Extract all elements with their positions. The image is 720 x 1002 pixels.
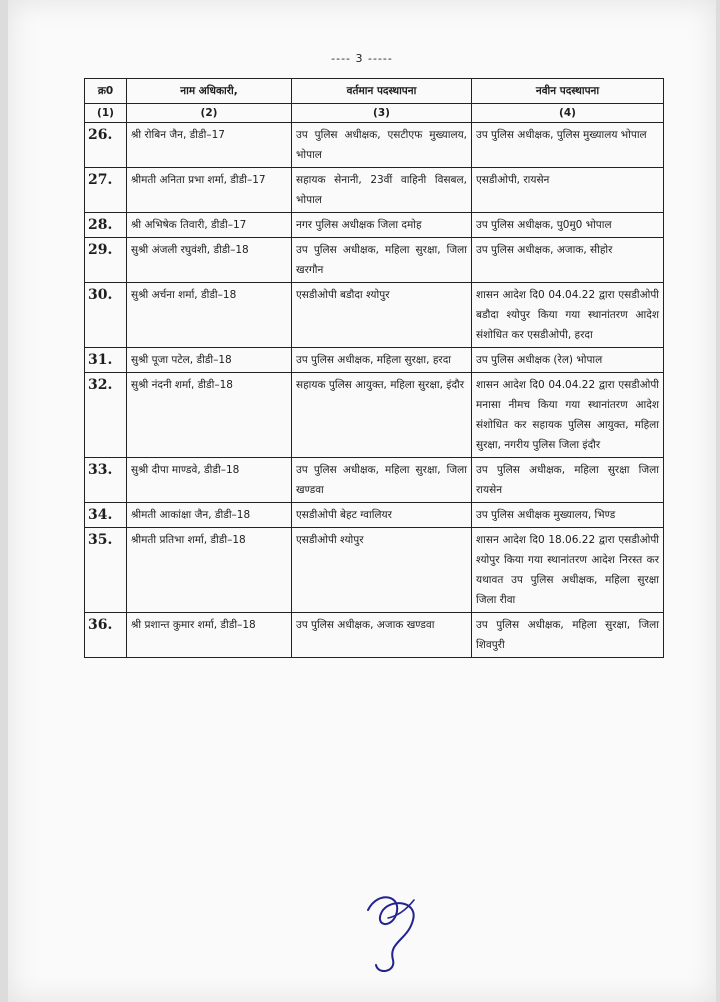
- officer-name: श्री प्रशान्त कुमार शर्मा, डीडी–18: [127, 613, 292, 658]
- current-posting: सहायक सेनानी, 23वीं वाहिनी विसबल, भोपाल: [292, 168, 472, 213]
- serial-number: 32.: [85, 373, 127, 458]
- table-row: [85, 168, 664, 213]
- table-row: [85, 373, 664, 458]
- current-posting: एसडीओपी बेहट ग्वालियर: [292, 503, 472, 528]
- serial-number: 26.: [85, 123, 127, 168]
- serial-number: 28.: [85, 213, 127, 238]
- officer-name: सुश्री नंदनी शर्मा, डीडी–18: [127, 373, 292, 458]
- serial-number: 35.: [85, 528, 127, 613]
- table-row: [85, 123, 664, 168]
- officer-name: श्रीमती अनिता प्रभा शर्मा, डीडी–17: [127, 168, 292, 213]
- serial-number: 36.: [85, 613, 127, 658]
- current-posting: उप पुलिस अधीक्षक, महिला सुरक्षा, हरदा: [292, 348, 472, 373]
- column-index: (2): [127, 104, 292, 123]
- header-current-posting: वर्तमान पदस्थापना: [292, 79, 472, 104]
- new-posting: शासन आदेश दि0 04.04.22 द्वारा एसडीओपी मनासा नीमच किया गया स्थानांतरण आदेश संशोधित कर सहायक पुलिस आयुक्त, महिला सुरक्षा, नगरीय पुलिस जिला इंदौर: [472, 373, 664, 458]
- new-posting: उप पुलिस अधीक्षक, अजाक, सीहोर: [472, 238, 664, 283]
- table-row: [85, 283, 664, 348]
- page-number: ---- 3 -----: [331, 52, 393, 65]
- current-posting: एसडीओपी बडौदा श्योपुर: [292, 283, 472, 348]
- current-posting: उप पुलिस अधीक्षक, महिला सुरक्षा, जिला खण्डवा: [292, 458, 472, 503]
- officer-name: सुश्री अर्चना शर्मा, डीडी–18: [127, 283, 292, 348]
- officer-name: सुश्री अंजली रघुवंशी, डीडी–18: [127, 238, 292, 283]
- officer-name: श्रीमती प्रतिभा शर्मा, डीडी–18: [127, 528, 292, 613]
- officer-name: सुश्री पूजा पटेल, डीडी–18: [127, 348, 292, 373]
- officer-name: श्री रोबिन जैन, डीडी–17: [127, 123, 292, 168]
- serial-number: 34.: [85, 503, 127, 528]
- serial-number: 29.: [85, 238, 127, 283]
- header-officer-name: नाम अधिकारी,: [127, 79, 292, 104]
- header-new-posting: नवीन पदस्थापना: [472, 79, 664, 104]
- table-row: [85, 613, 664, 658]
- new-posting: शासन आदेश दि0 04.04.22 द्वारा एसडीओपी बडौदा श्योपुर किया गया स्थानांतरण आदेश संशोधित कर एसडीओपी, हरदा: [472, 283, 664, 348]
- current-posting: उप पुलिस अधीक्षक, अजाक खण्डवा: [292, 613, 472, 658]
- table-row: [85, 348, 664, 373]
- new-posting: उप पुलिस अधीक्षक, पुलिस मुख्यालय भोपाल: [472, 123, 664, 168]
- officer-name: श्री अभिषेक तिवारी, डीडी–17: [127, 213, 292, 238]
- serial-number: 33.: [85, 458, 127, 503]
- serial-number: 27.: [85, 168, 127, 213]
- current-posting: नगर पुलिस अधीक्षक जिला दमोह: [292, 213, 472, 238]
- transfer-table: [84, 78, 664, 658]
- serial-number: 30.: [85, 283, 127, 348]
- serial-number: 31.: [85, 348, 127, 373]
- table-row: [85, 458, 664, 503]
- new-posting: शासन आदेश दि0 18.06.22 द्वारा एसडीओपी श्योपुर किया गया स्थानांतरण आदेश निरस्त कर यथावत उप पुलिस अधीक्षक, महिला सुरक्षा जिला रीवा: [472, 528, 664, 613]
- column-index: (4): [472, 104, 664, 123]
- new-posting: उप पुलिस अधीक्षक (रेल) भोपाल: [472, 348, 664, 373]
- header-serial: क्र0: [85, 79, 127, 104]
- officer-name: सुश्री दीपा माण्डवे, डीडी–18: [127, 458, 292, 503]
- new-posting: उप पुलिस अधीक्षक, महिला सुरक्षा जिला रायसेन: [472, 458, 664, 503]
- new-posting: एसडीओपी, रायसेन: [472, 168, 664, 213]
- current-posting: उप पुलिस अधीक्षक, एसटीएफ मुख्यालय, भोपाल: [292, 123, 472, 168]
- column-index-row: [85, 104, 664, 123]
- new-posting: उप पुलिस अधीक्षक, महिला सुरक्षा, जिला शिवपुरी: [472, 613, 664, 658]
- current-posting: एसडीओपी श्योपुर: [292, 528, 472, 613]
- table-row: [85, 503, 664, 528]
- table-row: [85, 528, 664, 613]
- column-index: (1): [85, 104, 127, 123]
- column-index: (3): [292, 104, 472, 123]
- officer-name: श्रीमती आकांक्षा जैन, डीडी–18: [127, 503, 292, 528]
- handwritten-signature: [348, 880, 438, 980]
- new-posting: उप पुलिस अधीक्षक, पु0मु0 भोपाल: [472, 213, 664, 238]
- table-row: [85, 238, 664, 283]
- header-row: [85, 79, 664, 104]
- current-posting: सहायक पुलिस आयुक्त, महिला सुरक्षा, इंदौर: [292, 373, 472, 458]
- table-row: [85, 213, 664, 238]
- document-page: [8, 0, 716, 1002]
- current-posting: उप पुलिस अधीक्षक, महिला सुरक्षा, जिला खरगौन: [292, 238, 472, 283]
- new-posting: उप पुलिस अधीक्षक मुख्यालय, भिण्ड: [472, 503, 664, 528]
